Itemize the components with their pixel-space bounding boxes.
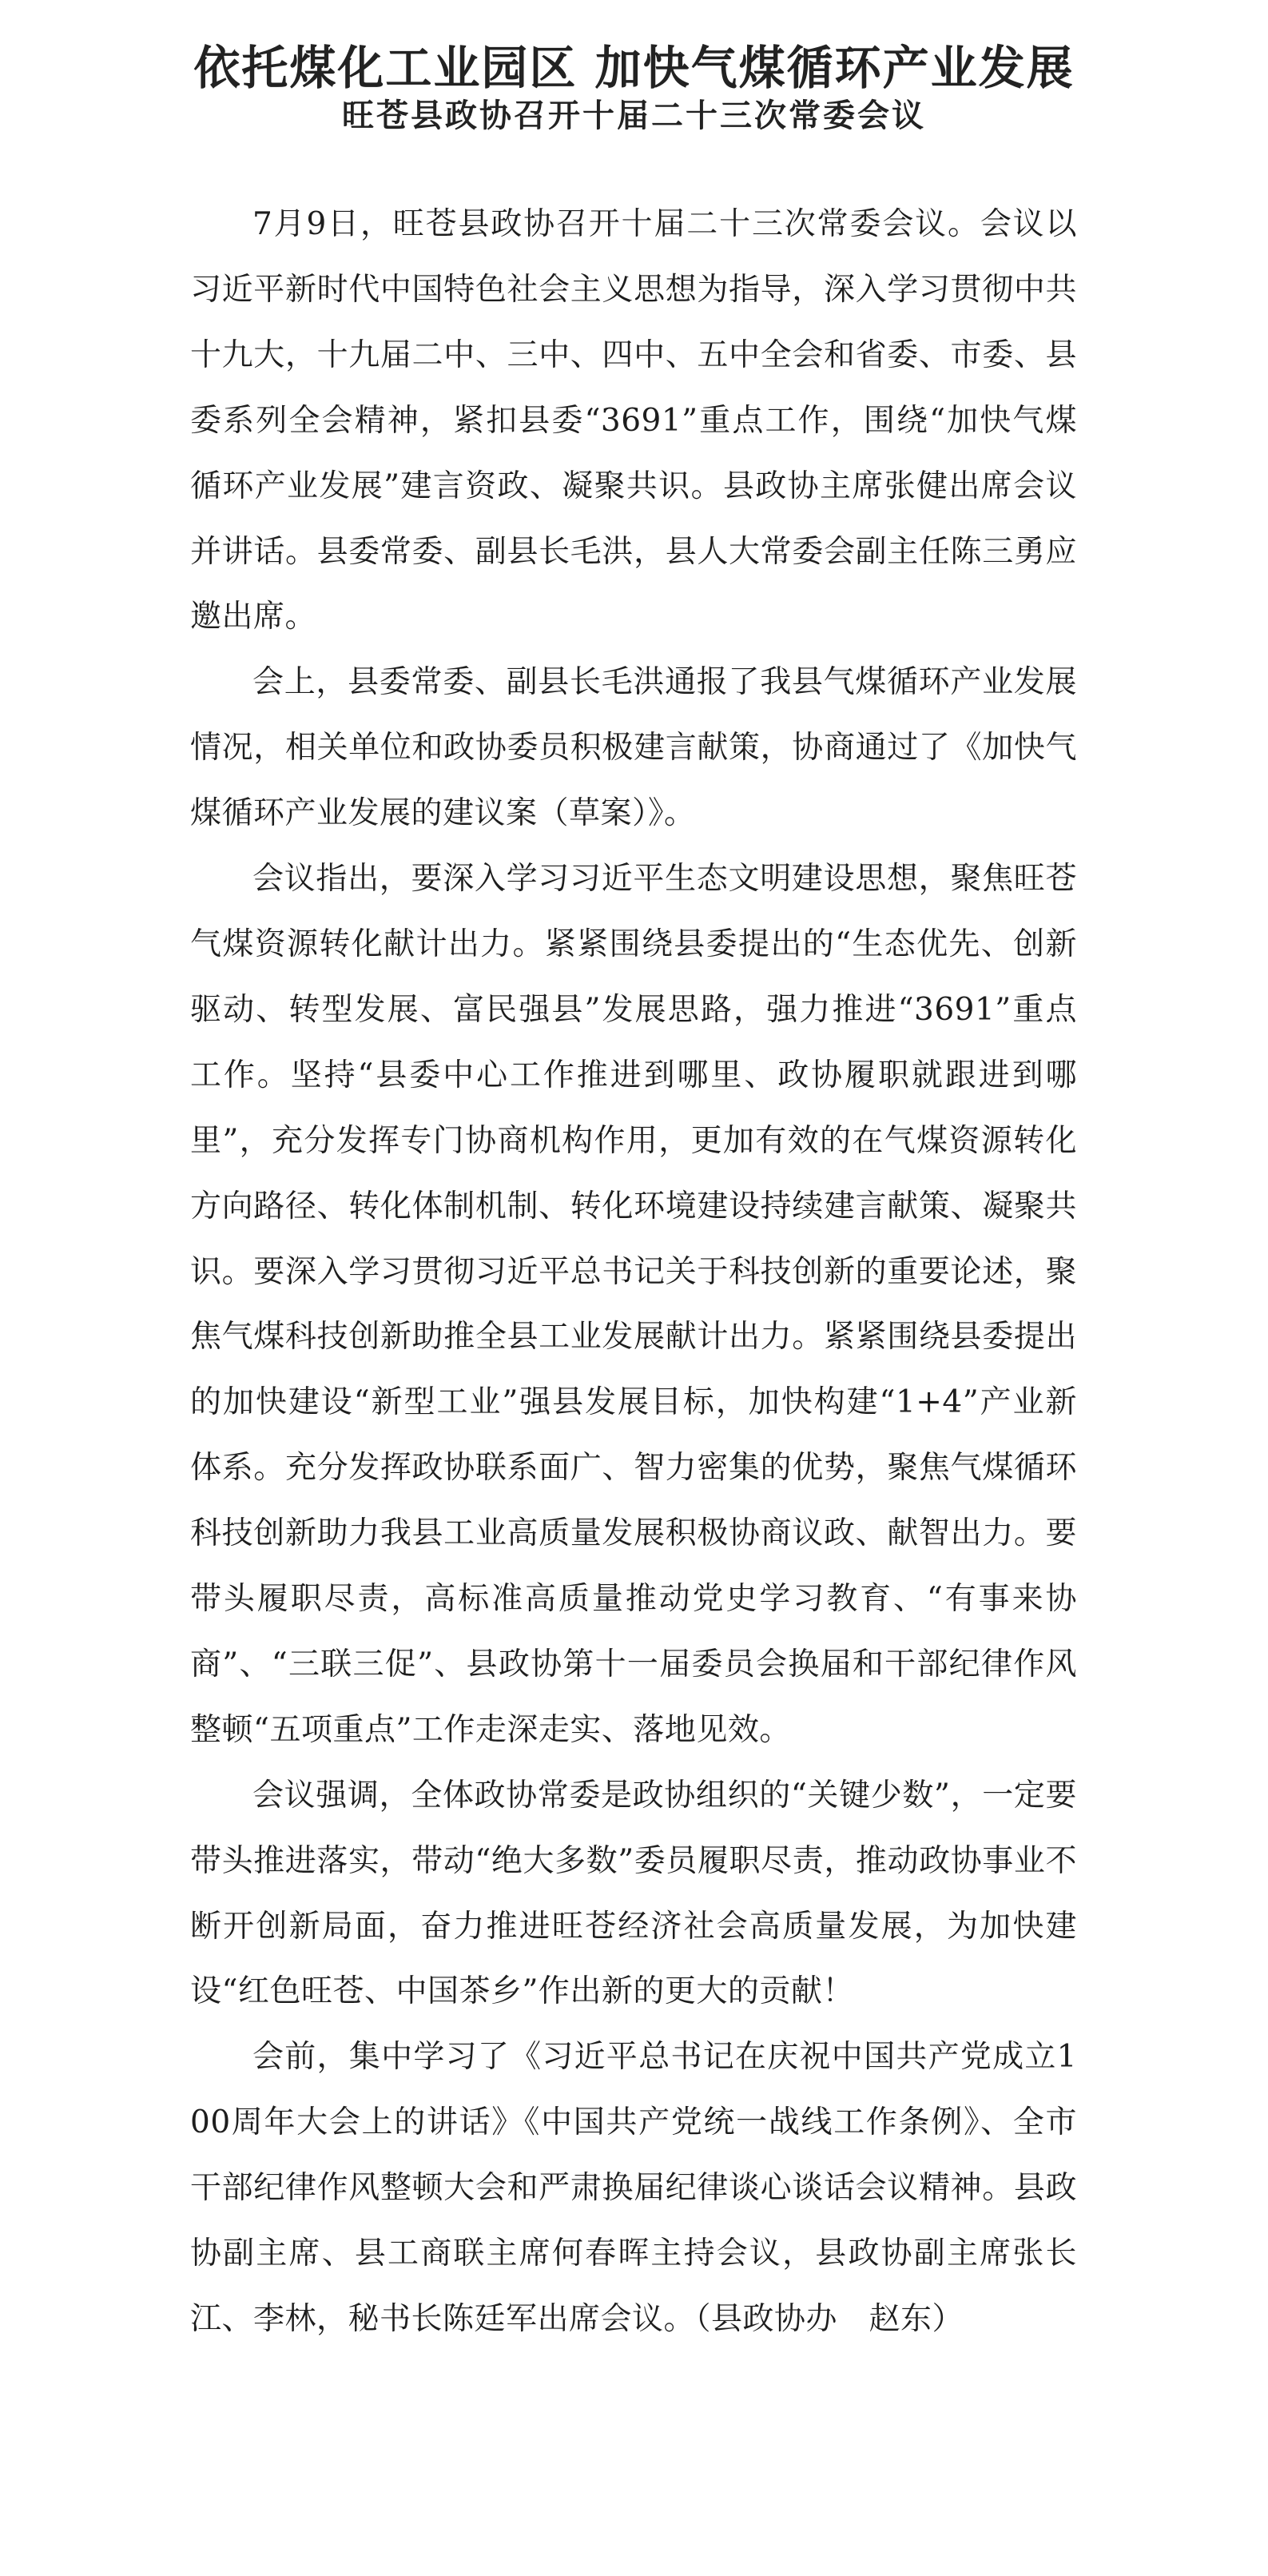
article-subtitle: 旺苍县政协召开十届二十三次常委会议 [342,98,926,135]
paragraph-1: 7月9日，旺苍县政协召开十届二十三次常委会议。会议以习近平新时代中国特色社会主义思想为指导，深入学习贯彻中共十九大，十九届二中、三中、四中、五中全会和省委、市委、县委系列全会精神，紧扣县委“3691”重点工作，围绕“加快气煤循环产业发展”建言资政、凝聚共识。县政协主席张健出席会议并讲话。县委常委、副县长毛洪，县人大常委会副主任陈三勇应邀出席。 [190,206,1077,635]
paragraph-2: 会上，县委常委、副县长毛洪通报了我县气煤循环产业发展情况，相关单位和政协委员积极建言献策，协商通过了《加快气煤循环产业发展的建议案（草案）》。 [190,664,1077,832]
paragraph-4: 会议强调，全体政协常委是政协组织的“关键少数”，一定要带头推进落实，带动“绝大多数”委员履职尽责，推动政协事业不断开创新局面，奋力推进旺苍经济社会高质量发展，为加快建设“红色旺苍、中国茶乡”作出新的更大的贡献！ [190,1777,1077,2010]
paragraph-5: 会前，集中学习了《习近平总书记在庆祝中国共产党成立100周年大会上的讲话》《中国共产党统一战线工作条例》、全市干部纪律作风整顿大会和严肃换届纪律谈心谈话会议精神。县政协副主席、县工商联主席何春晖主持会议，县政协副主席张长江、李林，秘书长陈廷军出席会议。（县政协办 赵东） [190,2039,1077,2337]
paragraph-3: 会议指出，要深入学习习近平生态文明建设思想，聚焦旺苍气煤资源转化献计出力。紧紧围绕县委提出的“生态优先、创新驱动、转型发展、富民强县”发展思路，强力推进“3691”重点工作。坚持“县委中心工作推进到哪里、政协履职就跟进到哪里”，充分发挥专门协商机构作用，更加有效的在气煤资源转化方向路径、转化体制机制、转化环境建设持续建言献策、凝聚共识。要深入学习贯彻习近平总书记关于科技创新的重要论述，聚焦气煤科技创新助推全县工业发展献计出力。紧紧围绕县委提出的加快建设“新型工业”强县发展目标，加快构建“1+4”产业新体系。充分发挥政协联系面广、智力密集的优势，聚焦气煤循环科技创新助力我县工业高质量发展积极协商议政、献智出力。要带头履职尽责，高标准高质量推动党史学习教育、“有事来协商”、“三联三促”、县政协第十一届委员会换届和干部纪律作风整顿“五项重点”工作走深走实、落地见效。 [190,861,1077,1748]
article-title: 依托煤化工业园区 加快气煤循环产业发展 [193,40,1075,95]
article-body [190,192,1077,2352]
